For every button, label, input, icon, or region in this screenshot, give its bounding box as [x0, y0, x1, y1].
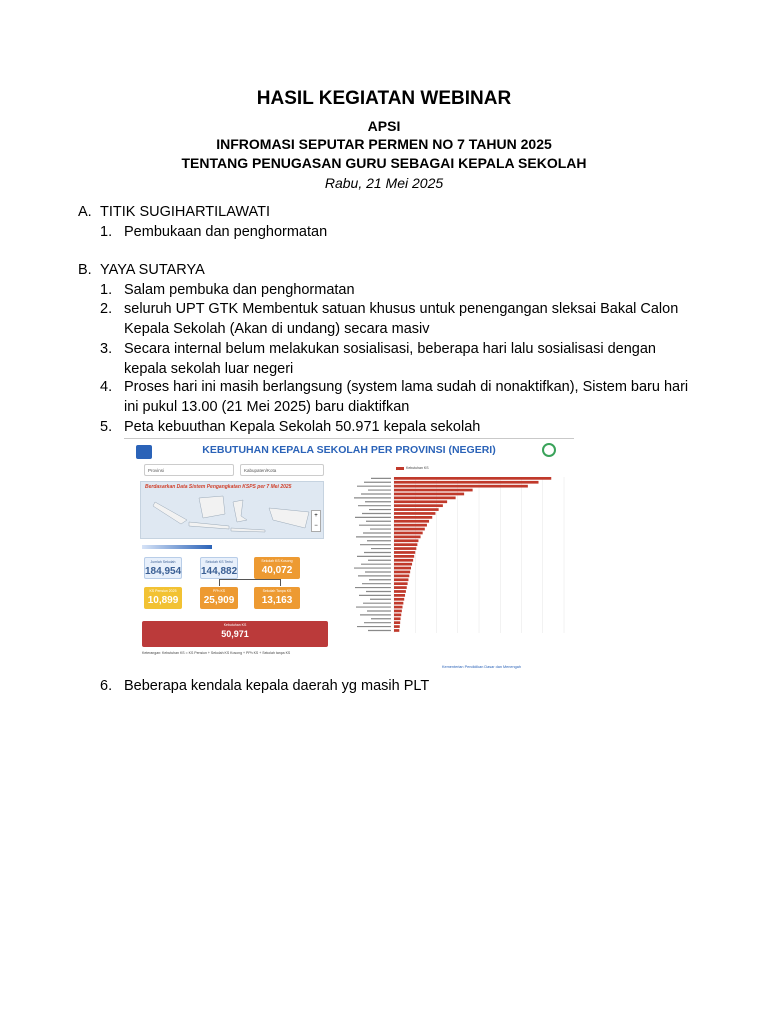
chart-bar	[394, 617, 401, 620]
province-bar-chart	[336, 473, 568, 659]
card-label: KS Pensiun 2025	[149, 589, 177, 593]
card-no-head	[254, 587, 300, 609]
map-color-scale	[142, 545, 212, 549]
chart-bar	[394, 497, 456, 500]
chart-bar	[394, 477, 551, 480]
card-value: 40,072	[261, 565, 293, 576]
card-label: Sekolah Tanpa KS	[262, 589, 292, 593]
list-number: 4.	[100, 379, 113, 395]
chart-bar	[394, 543, 417, 546]
list-number: 1.	[100, 224, 113, 240]
legend-label: Kebutuhan KS	[406, 466, 429, 470]
chart-bar	[394, 606, 403, 609]
infographic-image	[124, 438, 574, 675]
chart-bar	[394, 485, 528, 488]
card-value: 25,909	[203, 595, 235, 606]
card-label: PPh KS	[212, 589, 226, 593]
subtitle-line-2: TENTANG PENUGASAN GURU SEBAGAI KEPALA SEKOLAH	[181, 155, 587, 171]
zoom-out-button[interactable]: −	[314, 523, 318, 529]
card-retiring	[144, 587, 182, 609]
chart-bar	[394, 602, 403, 605]
card-label: Jumlah Sekolah	[150, 560, 176, 564]
document-title: HASIL KEGIATAN WEBINAR	[256, 88, 512, 109]
chart-bar	[394, 524, 427, 527]
province-dropdown[interactable]: Provinsi	[144, 464, 234, 476]
list-item	[100, 223, 740, 243]
card-value: 10,899	[147, 595, 179, 606]
subtitle-line-1: INFROMASI SEPUTAR PERMEN NO 7 TAHUN 2025	[216, 136, 552, 152]
chart-bar	[394, 547, 416, 550]
chart-bar	[394, 625, 400, 628]
card-total-schools	[144, 557, 182, 579]
chart-bar	[394, 610, 402, 613]
chart-bar	[394, 590, 406, 593]
list-number: 2.	[100, 301, 113, 317]
chart-bar	[394, 559, 413, 562]
list-number: 3.	[100, 341, 113, 357]
card-empty	[254, 557, 300, 579]
section-a-heading	[78, 204, 270, 220]
list-text-line-1: Secara internal belum melakukan sosialisasi, beberapa hari lalu sosialisasi dengan	[124, 341, 656, 357]
organization-name: APSI	[367, 118, 401, 134]
list-text-line-2: kepala sekolah luar negeri	[124, 360, 294, 377]
section-speaker: TITIK SUGIHARTILAWATI	[100, 204, 270, 220]
chart-bar	[394, 536, 421, 539]
chart-bar	[394, 532, 423, 535]
list-text: Salam pembuka dan penghormatan	[124, 282, 355, 298]
chart-bar	[394, 500, 447, 503]
chart-bar	[394, 551, 415, 554]
section-marker: B.	[78, 262, 92, 278]
zoom-in-button[interactable]: +	[314, 513, 318, 519]
card-connector	[219, 579, 281, 586]
list-number: 6.	[100, 678, 113, 694]
list-number: 1.	[100, 282, 113, 298]
chart-bar	[394, 586, 407, 589]
chart-bar	[394, 567, 411, 570]
list-text: Peta kebuuthan Kepala Sekolah 50.971 kepala sekolah	[124, 419, 481, 435]
chart-bar	[394, 493, 464, 496]
section-b-heading	[78, 262, 205, 278]
list-item	[100, 418, 740, 438]
chart-bar	[394, 481, 539, 484]
chart-bar	[394, 516, 432, 519]
list-text-line-2: ini pukul 13.00 (21 Mei 2025) baru diaktifkan	[124, 398, 410, 415]
ministry-footer: Kementerian Pendidikan Dasar dan Menengah	[442, 665, 521, 669]
chart-bar	[394, 489, 473, 492]
card-acting	[200, 587, 238, 609]
chart-bar	[394, 528, 425, 531]
list-item	[100, 378, 740, 417]
chart-bar	[394, 555, 414, 558]
chart-bar	[394, 520, 429, 523]
list-item	[100, 340, 740, 379]
chart-bar	[394, 629, 399, 632]
list-item	[100, 300, 740, 339]
infographic-title: KEBUTUHAN KEPALA SEKOLAH PER PROVINSI (NEGERI)	[202, 444, 496, 456]
map-zoom-control[interactable]	[311, 510, 321, 532]
regency-dropdown[interactable]: Kabupaten/Kota	[240, 464, 324, 476]
chart-bar	[394, 582, 408, 585]
list-text: Pembukaan dan penghormatan	[124, 224, 328, 240]
archipelago-shape-icon	[147, 492, 317, 536]
chart-bar	[394, 504, 443, 507]
card-label: Kebutuhan KS	[223, 623, 247, 627]
chart-bar	[394, 594, 405, 597]
section-marker: A.	[78, 204, 92, 220]
list-text-line-1: seluruh UPT GTK Membentuk satuan khusus untuk penengangan sleksai Bakal Calon	[124, 301, 679, 317]
card-value: 50,971	[221, 629, 249, 639]
program-logo-icon	[542, 443, 556, 457]
list-text-line-2: Kepala Sekolah (Akan di undang) secara masiv	[124, 320, 430, 337]
legend-swatch	[396, 467, 404, 470]
chart-bar	[394, 614, 401, 617]
card-value: 144,882	[201, 566, 238, 577]
section-speaker: YAYA SUTARYA	[100, 262, 205, 278]
card-label: Sekolah KS Terisi	[205, 560, 233, 564]
chart-bar	[394, 571, 410, 574]
chart-bar	[394, 508, 439, 511]
list-text-line-1: Proses hari ini masih berlangsung (system lama sudah di nonaktifkan), Sistem baru hari	[124, 379, 689, 395]
bar-chart-legend	[396, 466, 429, 470]
indonesia-map	[140, 481, 324, 539]
list-item	[100, 281, 740, 301]
list-item	[100, 677, 740, 697]
chart-bar	[394, 598, 404, 601]
card-value: 13,163	[261, 595, 293, 606]
event-date: Rabu, 21 Mei 2025	[324, 175, 444, 191]
card-need-total	[142, 621, 328, 647]
chart-bar	[394, 575, 409, 578]
chart-bar	[394, 539, 418, 542]
card-label: Sekolah KS Kosong	[261, 559, 293, 563]
infographic-note: Keterangan: Kebutuhan KS = KS Pensiun + Sekolah KS Kosong + PPh KS + Sekolah tanpa KS	[142, 651, 291, 655]
chart-bar	[394, 512, 435, 515]
list-number: 5.	[100, 419, 113, 435]
list-text: Beberapa kendala kepala daerah yg masih PLT	[124, 678, 430, 694]
chart-bar	[394, 621, 400, 624]
map-caption: Berdasarkan Data Sistem Pengangkatan KSPS per 7 Mei 2025	[145, 484, 292, 490]
chart-bar	[394, 563, 412, 566]
card-value: 184,954	[145, 566, 182, 577]
card-filled	[200, 557, 238, 579]
chart-bar	[394, 578, 408, 581]
